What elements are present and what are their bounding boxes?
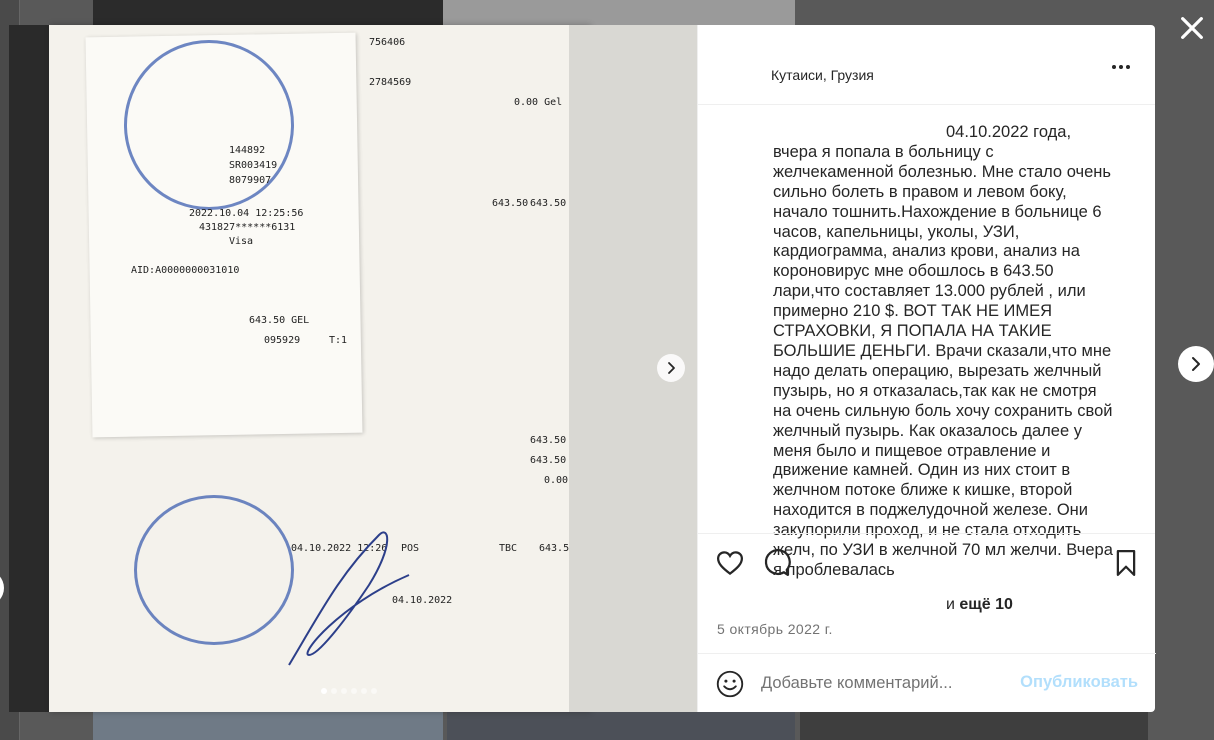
more-options-button[interactable]: [1109, 55, 1133, 79]
comment-button[interactable]: [761, 548, 791, 578]
caption-text: 04.10.2022 года, вчера я попала в больницу с желчекаменной болезнью. Мне стало очень сильно болеть в правом и левом боку, начало тошнить.Нахождение в больнице 6 часов, капельницы, уколы, УЗИ, кардиограмма, анализ крови, анализ на короновирус мне обошлось в 643.50 лари,что составляет 13.000 рублей , или примерно 210 $. ВОТ ТАК НЕ ИМЕЯ СТРАХОВКИ, Я ПОПАЛА НА ТАКИЕ БОЛЬШИЕ ДЕНЬГИ. Врачи сказали,что мне надо делать операцию, вырезать желчный пузырь, но я отказалась,так как не смотря на очень сильную боль хочу сохранить свой желчный пузырь. Как оказалось далее у меня было и пищевое отравление и движение камней. Один из них стоит в желчном потоке ближе к кишке, второй находится в поджелудочной железе. Они закупорили проход, и не стала отходить желч, по УЗИ в желчной 70 мл желчи. Вчера я проблевалась: [773, 123, 1113, 579]
feed-tile-bottom-right[interactable]: [800, 712, 1148, 740]
post-caption: [698, 105, 1155, 579]
carousel-dot: [321, 688, 327, 694]
post-actions: [698, 533, 1155, 593]
receipt-text: 144892: [229, 145, 266, 156]
receipt-text: 04.10.2022: [392, 595, 453, 606]
emoji-icon: [716, 670, 744, 698]
feed-tile-bottom-mid[interactable]: [447, 712, 795, 740]
receipt-total: 643.50: [530, 455, 567, 466]
feed-tile-bottom-left[interactable]: [93, 712, 443, 740]
feed-tile-top-left[interactable]: [93, 0, 443, 25]
more-icon: [1111, 64, 1131, 70]
comment-icon: [761, 548, 791, 578]
receipt-text: 095929: [264, 335, 301, 346]
next-post-button[interactable]: [1178, 346, 1214, 382]
heart-icon: [715, 548, 745, 578]
chevron-right-icon: [1188, 356, 1204, 372]
post-modal: [9, 25, 1155, 712]
carousel-dot: [351, 688, 357, 694]
likes-text[interactable]: [946, 596, 1013, 614]
receipt-text: Visa: [229, 236, 254, 247]
receipt-text: 2784569: [369, 77, 412, 88]
receipt-text: T:1: [329, 335, 348, 346]
close-modal-button[interactable]: [1176, 12, 1208, 44]
stamp-bottom: [134, 495, 294, 645]
post-date[interactable]: 5 октябрь 2022 г.: [717, 621, 833, 637]
receipt-text: 756406: [369, 37, 406, 48]
feed-tile-top-mid[interactable]: [443, 0, 795, 25]
receipt-text: 643.50: [492, 198, 529, 209]
likes-count[interactable]: ещё 10: [959, 596, 1013, 613]
chevron-right-icon: [665, 362, 677, 374]
carousel-next-button[interactable]: [657, 354, 685, 382]
post-media[interactable]: [9, 25, 697, 712]
receipt-text: 431827******6131: [199, 222, 296, 233]
like-button[interactable]: [715, 548, 745, 578]
comment-form: [698, 653, 1156, 712]
save-button[interactable]: [1111, 548, 1141, 578]
receipt-text: TBC: [499, 543, 518, 554]
emoji-button[interactable]: [716, 670, 744, 698]
carousel-dot: [371, 688, 377, 694]
receipt-text: 643.5: [539, 543, 570, 554]
receipt-text: AID:A0000000031010: [131, 265, 240, 276]
comment-input[interactable]: [761, 671, 1011, 695]
bookmark-icon: [1111, 548, 1141, 578]
post-location[interactable]: Кутаиси, Грузия: [771, 67, 874, 83]
close-icon: [1176, 12, 1208, 44]
receipt-text: 643.50: [530, 198, 567, 209]
receipt-total: 0.00: [544, 475, 569, 486]
receipt-text: 643.50 GEL: [249, 315, 310, 326]
post-header: [698, 25, 1155, 105]
receipt-text: SR003419: [229, 160, 278, 171]
carousel-dot: [361, 688, 367, 694]
post-sidebar: [697, 25, 1155, 712]
carousel-dot: [331, 688, 337, 694]
carousel-indicator: [321, 688, 377, 694]
receipt-text: POS: [401, 543, 420, 554]
likes-summary[interactable]: [698, 593, 1155, 619]
receipt-text: 8079907: [229, 175, 272, 186]
signature: [279, 515, 429, 675]
likes-prefix: и: [946, 596, 960, 613]
carousel-dot: [341, 688, 347, 694]
receipt-text: 04.10.2022 12:26: [291, 543, 388, 554]
post-comment-button[interactable]: Опубликовать: [1020, 673, 1138, 691]
receipt-total: 643.50: [530, 435, 567, 446]
receipt-text: 2022.10.04 12:25:56: [189, 208, 304, 219]
receipt-text: 0.00 Gel: [514, 97, 563, 108]
